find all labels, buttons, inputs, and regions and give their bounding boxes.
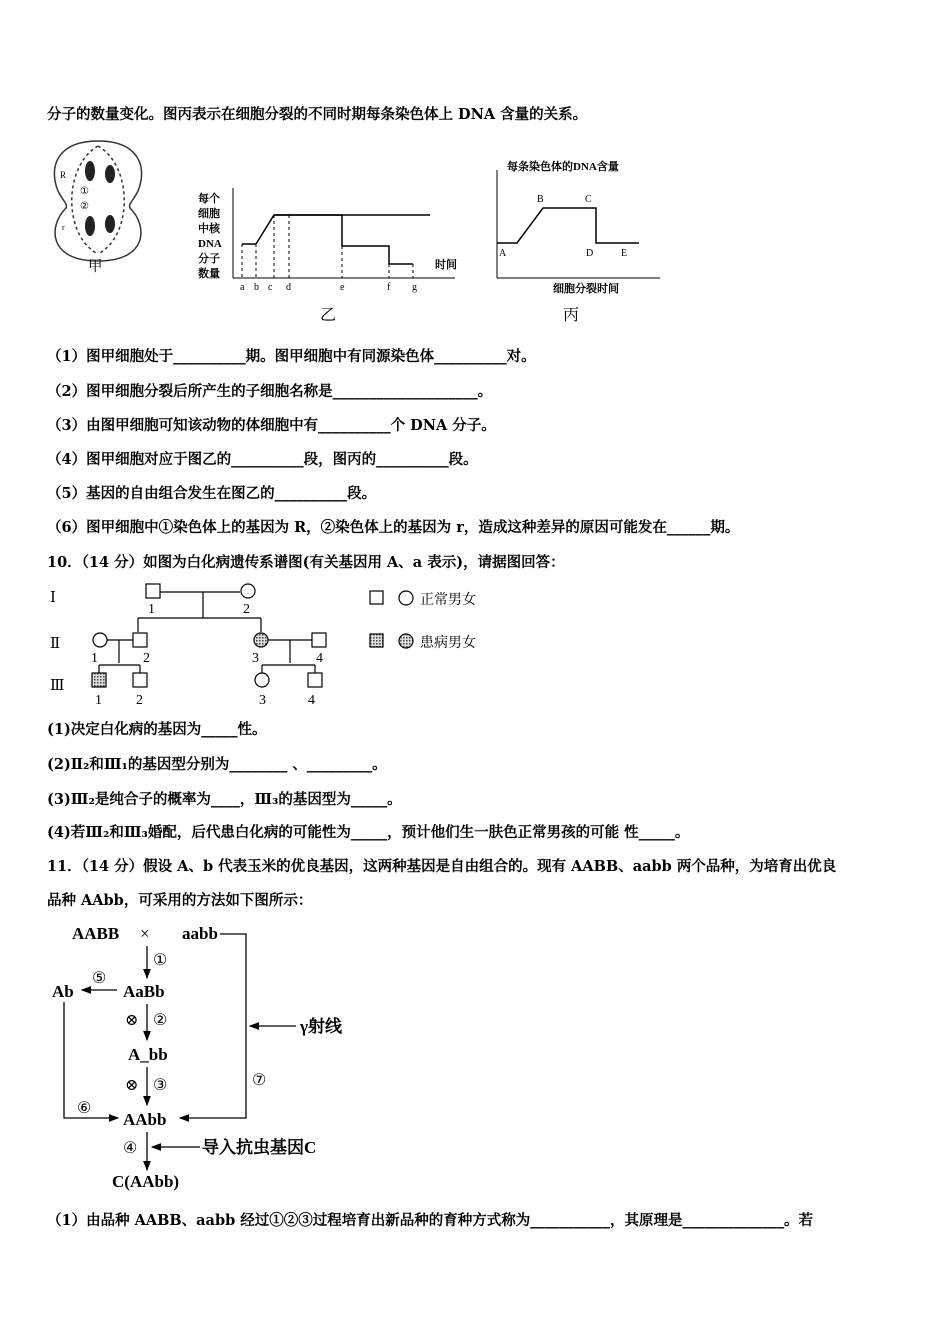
q10-sub4: (4)若Ⅲ₂和Ⅲ₃婚配，后代患白化病的可能性为_____，预计他们生一肤色正常男孩的可能 性_____。: [47, 824, 690, 841]
svg-text:γ射线: γ射线: [300, 1017, 342, 1036]
svg-text:A: A: [499, 248, 507, 259]
svg-text:r: r: [62, 223, 65, 232]
svg-text:数量: 数量: [198, 268, 220, 280]
svg-text:②: ②: [80, 201, 89, 212]
svg-text:e: e: [340, 282, 345, 293]
svg-text:a: a: [240, 282, 245, 293]
q10-sub2: (2)Ⅱ₂和Ⅲ₁的基因型分别为________ 、_________。: [47, 756, 387, 773]
svg-text:⑦: ⑦: [252, 1072, 267, 1089]
svg-text:d: d: [286, 282, 291, 293]
svg-text:Ⅱ: Ⅱ: [50, 636, 61, 652]
q11-sub1: （1）由品种 AABB、aabb 经过①②③过程培育出新品种的育种方式称为___________，其原理是______________。若: [47, 1212, 814, 1229]
svg-text:AaBb: AaBb: [123, 982, 165, 1001]
svg-text:⊗: ⊗: [125, 1012, 139, 1029]
svg-text:aabb: aabb: [182, 924, 218, 943]
svg-text:A_bb: A_bb: [128, 1045, 168, 1064]
q11-stem-1: 11．（14 分）假设 A、b 代表玉米的优良基因，这两种基因是自由组合的。现有 AABB、aabb 两个品种，为培育出优良: [47, 858, 837, 875]
svg-text:每个: 每个: [198, 193, 220, 205]
svg-text:每条染色体的DNA含量: 每条染色体的DNA含量: [507, 161, 619, 173]
svg-text:DNA: DNA: [198, 238, 222, 250]
svg-text:乙: 乙: [320, 307, 337, 324]
svg-text:Ⅰ: Ⅰ: [50, 590, 56, 606]
svg-text:①: ①: [153, 952, 168, 969]
svg-text:b: b: [254, 282, 259, 293]
svg-text:Ⅲ: Ⅲ: [50, 678, 65, 694]
svg-text:2: 2: [243, 602, 250, 617]
svg-text:C: C: [585, 194, 592, 205]
svg-text:分子: 分子: [198, 253, 220, 265]
svg-text:4: 4: [308, 693, 315, 708]
svg-text:E: E: [621, 248, 628, 259]
svg-text:Ab: Ab: [52, 982, 74, 1001]
svg-text:1: 1: [91, 651, 98, 666]
svg-text:2: 2: [143, 651, 150, 666]
q9-sub2: （2）图甲细胞分裂后所产生的子细胞名称是____________________。: [47, 383, 493, 400]
figure-bing-chart: [485, 150, 665, 330]
intro-text: 分子的数量变化。图丙表示在细胞分裂的不同时期每条染色体上 DNA 含量的关系。: [47, 106, 588, 123]
svg-text:c: c: [268, 282, 273, 293]
svg-text:1: 1: [148, 602, 155, 617]
q9-sub5: （5）基因的自由组合发生在图乙的__________段。: [47, 485, 377, 502]
svg-text:导入抗虫基因C: 导入抗虫基因C: [202, 1138, 317, 1157]
svg-text:丙: 丙: [563, 307, 580, 324]
q10-stem: 10．（14 分）如图为白化病遗传系谱图(有关基因用 A、a 表示)，请据图回答：: [47, 554, 565, 571]
q10-sub1: (1)决定白化病的基因为_____性。: [47, 721, 267, 738]
svg-text:AAbb: AAbb: [123, 1110, 167, 1129]
svg-text:时间: 时间: [435, 259, 457, 271]
svg-text:1: 1: [95, 693, 102, 708]
svg-text:3: 3: [252, 651, 259, 666]
q9-sub1: （1）图甲细胞处于__________期。图甲细胞中有同源染色体__________对。: [47, 348, 536, 365]
breeding-flow-diagram: [40, 920, 370, 1200]
svg-text:中核: 中核: [198, 223, 220, 235]
figure-yi-chart: [190, 180, 480, 330]
svg-text:②: ②: [153, 1012, 168, 1029]
svg-text:④: ④: [123, 1140, 138, 1157]
svg-text:3: 3: [259, 693, 266, 708]
svg-text:D: D: [586, 248, 594, 259]
svg-text:×: ×: [140, 924, 150, 943]
svg-text:⑥: ⑥: [77, 1100, 92, 1117]
svg-text:③: ③: [153, 1077, 168, 1094]
q9-sub6: （6）图甲细胞中①染色体上的基因为 R，②染色体上的基因为 r，造成这种差异的原因可能发在______期。: [47, 519, 740, 536]
svg-text:g: g: [412, 282, 417, 293]
svg-text:AABB: AABB: [72, 924, 120, 943]
svg-text:细胞分裂时间: 细胞分裂时间: [553, 283, 619, 295]
svg-text:4: 4: [316, 651, 323, 666]
q11-stem-2: 品种 AAbb，可采用的方法如下图所示：: [47, 892, 313, 909]
pedigree-chart: [40, 580, 510, 710]
svg-text:R: R: [60, 170, 67, 180]
svg-text:⊗: ⊗: [125, 1077, 139, 1094]
svg-text:①: ①: [80, 186, 89, 197]
q10-sub3: (3)Ⅲ₂是纯合子的概率为____，Ⅲ₃的基因型为_____。: [47, 791, 402, 808]
q9-sub3: （3）由图甲细胞可知该动物的体细胞中有__________个 DNA 分子。: [47, 417, 496, 434]
svg-text:B: B: [537, 194, 544, 205]
svg-text:2: 2: [136, 693, 143, 708]
figure-jia-caption: 甲: [88, 259, 103, 275]
svg-text:患病男女: 患病男女: [420, 636, 476, 651]
svg-text:细胞: 细胞: [198, 208, 220, 220]
svg-text:⑤: ⑤: [92, 970, 107, 987]
svg-text:f: f: [387, 282, 391, 293]
q9-sub4: （4）图甲细胞对应于图乙的__________段，图丙的__________段。: [47, 451, 478, 468]
svg-text:正常男女: 正常男女: [420, 593, 476, 608]
svg-text:C(AAbb): C(AAbb): [112, 1172, 180, 1191]
